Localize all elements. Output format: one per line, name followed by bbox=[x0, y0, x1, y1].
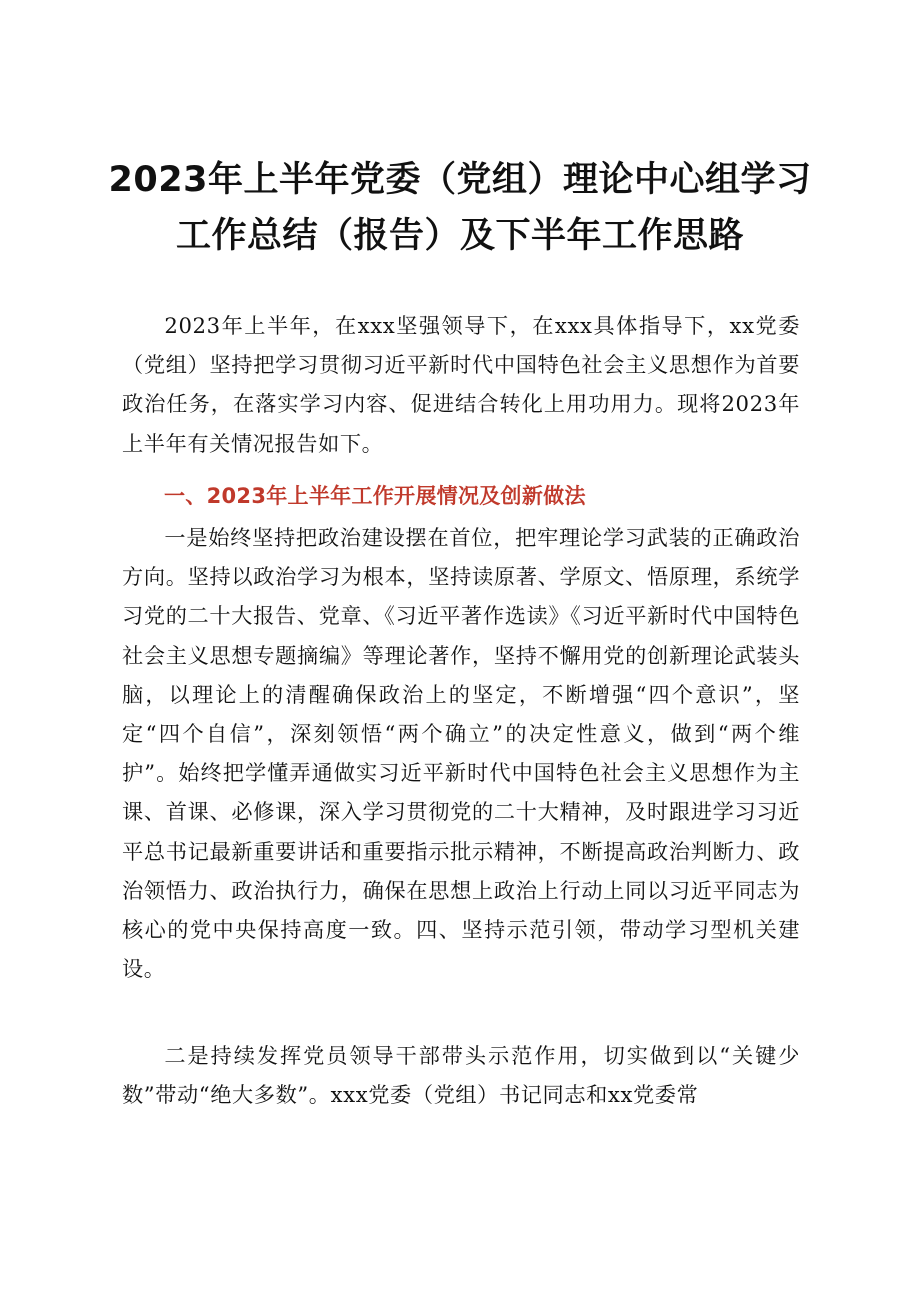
document-title-line-2: 工作总结（报告）及下半年工作思路 bbox=[175, 216, 744, 256]
body-paragraph-1: 一是始终坚持把政治建设摆在首位，把牢理论学习武装的正确政治方向。坚持以政治学习为根本，坚持读原著、学原文、悟原理，系统学习党的二十大报告、党章、《习近平著作选读》《习近平新时代中国特色社会主义思想专题摘编》等理论著作，坚持不懈用党的创新理论武装头脑，以理论上的清醒确保政治上的坚定，不断增强“四个意识”，坚定“四个自信”，深刻领悟“两个确立”的决定性意义，做到“两个维护”。始终把学懂弄通做实习近平新时代中国特色社会主义思想作为主课、首课、必修课，深入学习贯彻党的二十大精神，及时跟进学习习近平总书记最新重要讲话和重要指示批示精神，不断提高政治判断力、政治领悟力、政治执行力，确保在思想上政治上行动上同以习近平同志为核心的党中央保持高度一致。四、坚持示范引领，带动学习型机关建设。 bbox=[122, 525, 800, 982]
document-title-line-1: 2023年上半年党委（党组）理论中心组学习 bbox=[108, 160, 812, 200]
section-heading-1: 一、2023年上半年工作开展情况及创新做法 bbox=[164, 484, 586, 508]
intro-paragraph: 2023年上半年，在xxx坚强领导下，在xxx具体指导下，xx党委（党组）坚持把学习贯彻习近平新时代中国特色社会主义思想作为首要政治任务，在落实学习内容、促进结合转化上用功用力。现将2023年上半年有关情况报告如下。 bbox=[122, 313, 800, 456]
body-paragraph-2: 二是持续发挥党员领导干部带头示范作用，切实做到以“关键少数”带动“绝大多数”。xxx党委（党组）书记同志和xx党委常 bbox=[122, 1043, 800, 1108]
